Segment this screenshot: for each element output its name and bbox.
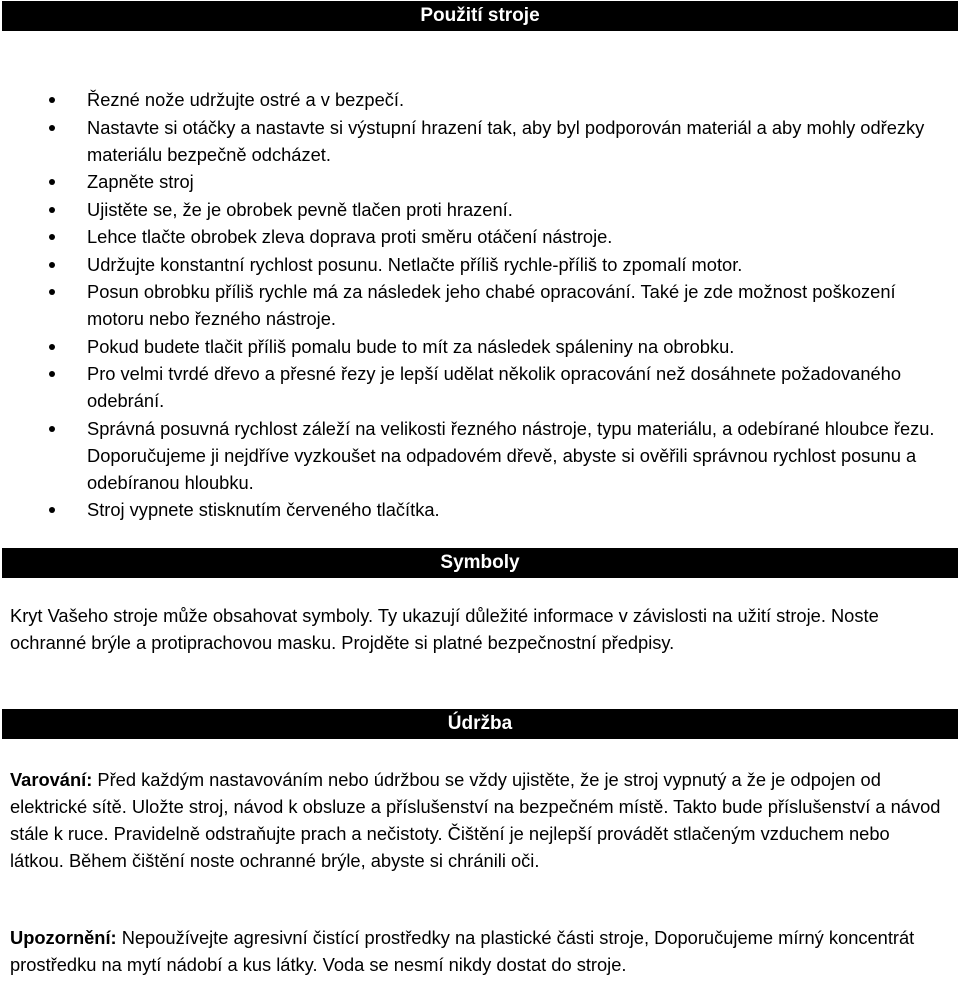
- caution-text: Nepoužívejte agresivní čistící prostředky na plastické části stroje, Doporučujeme mírný koncentrát prostředku na mytí nádobí a kus látky. Voda se nesmí nikdy dostat do stroje.: [10, 927, 915, 975]
- list-item: Lehce tlačte obrobek zleva doprava proti směru otáčení nástroje.: [0, 223, 960, 250]
- bullet-icon: [49, 507, 55, 513]
- list-item: Správná posuvná rychlost záleží na velikosti řezného nástroje, typu materiálu, a odebírané hloubce řezu. Doporučujeme ji nejdříve vyzkoušet na odpadovém dřevě, abyste si ověřili správnou rychlost posunu a odebíranou hloubku.: [0, 415, 960, 496]
- bullet-icon: [49, 125, 55, 131]
- list-item: Udržujte konstantní rychlost posunu. Netlačte příliš rychle-příliš to zpomalí motor.: [0, 251, 960, 278]
- list-item: Ujistěte se, že je obrobek pevně tlačen proti hrazení.: [0, 196, 960, 223]
- bullet-icon: [49, 234, 55, 240]
- warning-paragraph: [10, 766, 945, 874]
- bullet-icon: [49, 179, 55, 185]
- warning-text: Před každým nastavováním nebo údržbou se vždy ujistěte, že je stroj vypnutý a že je odpojen od elektrické sítě. Uložte stroj, návod k obsluze a příslušenství na bezpečném místě. Takto bude příslušenství a návod stále k ruce. Pravidelně odstraňujte prach a nečistoty. Čištění je nejlepší provádět stlačeným vzduchem nebo látkou. Během čištění noste ochranné brýle, abyste si chránili oči.: [10, 769, 941, 871]
- bullet-icon: [49, 207, 55, 213]
- list-item: Zapněte stroj: [0, 168, 960, 195]
- bullet-icon: [49, 426, 55, 432]
- bullet-icon: [49, 289, 55, 295]
- usage-heading: Použití stroje: [2, 1, 958, 31]
- warning-label: Varování:: [10, 769, 93, 790]
- caution-label: Upozornění:: [10, 927, 117, 948]
- bullet-icon: [49, 262, 55, 268]
- list-item: Řezné nože udržujte ostré a v bezpečí.: [0, 86, 960, 113]
- symbols-heading: Symboly: [2, 548, 958, 578]
- usage-list: [0, 86, 960, 524]
- caution-paragraph: [10, 924, 945, 978]
- list-item: Nastavte si otáčky a nastavte si výstupní hrazení tak, aby byl podporován materiál a aby mohly odřezky materiálu bezpečně odcházet.: [0, 114, 960, 168]
- list-item: Posun obrobku příliš rychle má za následek jeho chabé opracování. Také je zde možnost poškození motoru nebo řezného nástroje.: [0, 278, 960, 332]
- list-item: Stroj vypnete stisknutím červeného tlačítka.: [0, 496, 960, 523]
- maintenance-heading: Údržba: [2, 709, 958, 739]
- bullet-icon: [49, 344, 55, 350]
- symbols-paragraph: Kryt Vašeho stroje může obsahovat symboly. Ty ukazují důležité informace v závislosti na užití stroje. Noste ochranné brýle a protiprachovou masku. Projděte si platné bezpečnostní předpisy.: [10, 605, 879, 653]
- bullet-icon: [49, 371, 55, 377]
- bullet-icon: [49, 97, 55, 103]
- list-item: Pokud budete tlačit příliš pomalu bude to mít za následek spáleniny na obrobku.: [0, 333, 960, 360]
- list-item: Pro velmi tvrdé dřevo a přesné řezy je lepší udělat několik opracování než dosáhnete požadovaného odebrání.: [0, 360, 960, 414]
